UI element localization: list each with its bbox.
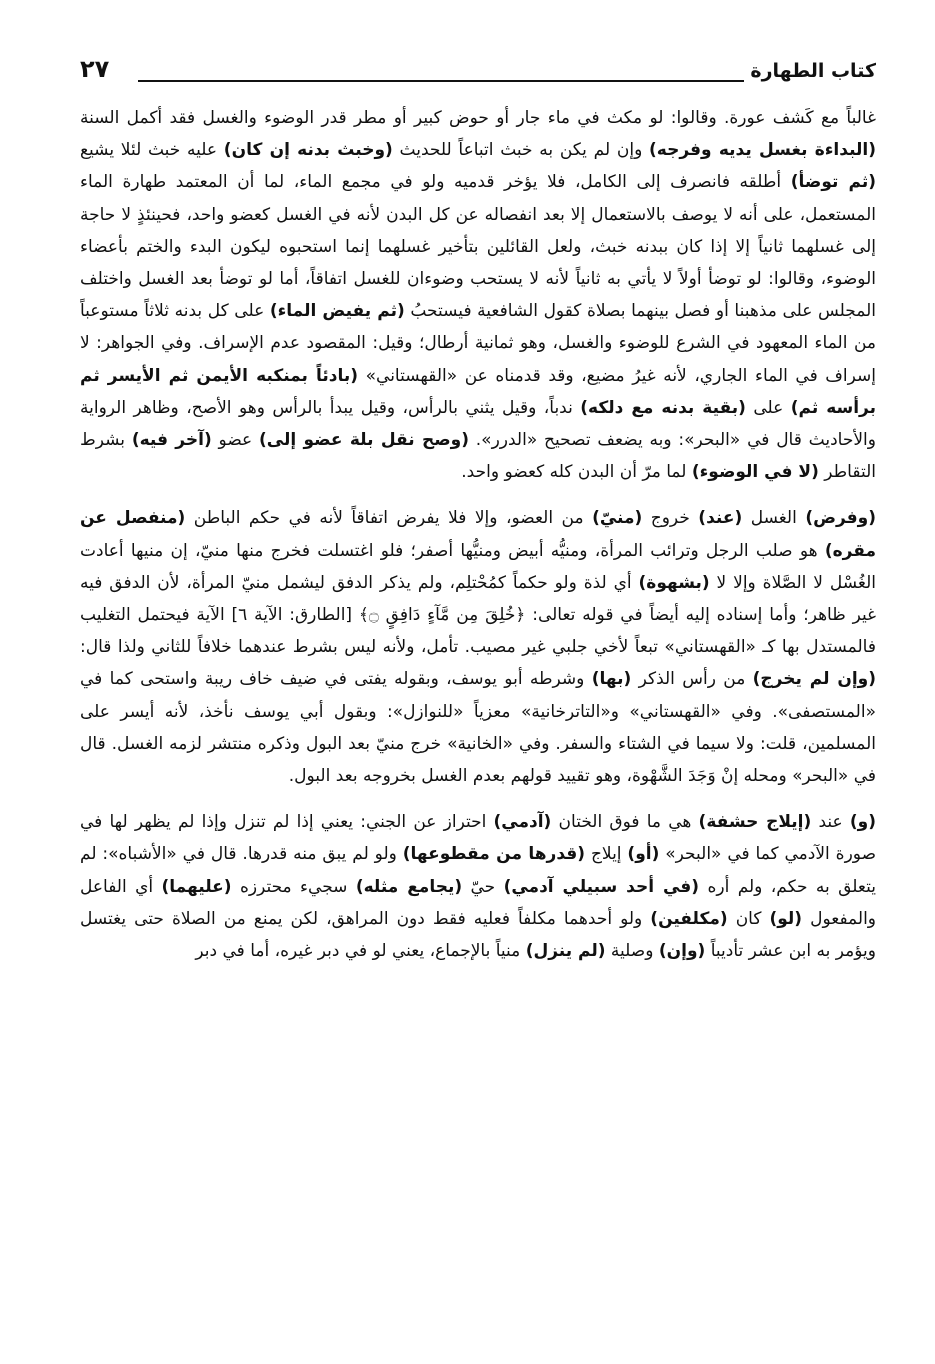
commentary-text: هو صلب الرجل وترائب المرأة، ومنيُّه أبيض ومنيُّها أصفر؛ فلو اغتسلت فخرج منها منيّ، إن منيها أعادت الغُسْل لا الصَّلاة وإلا لا [80, 540, 876, 593]
commentary-text: وصلية [605, 941, 659, 962]
commentary-text: على [745, 397, 791, 418]
matn-text: (عند) [698, 508, 743, 529]
commentary-text: أي لذة ولو حكماً كمُحْتلِم، ولم يذكر الدفق ليشمل منيّ المرأة، لأن الدفق فيه غير ظاهر؛ وأما إسناده إليه أيضاً في قوله تعالى: ﴿خُلِقَ مِن مَّآءٍ دَافِقٍ ۝﴾ [الطارق: الآية ٦] الآية فيحتمل التغليب فالمستدل بها كـ «القهستاني» تبعاً لأخي جلبي غير مصيب. تأمل، ولأنه ليس بشرط عندهما خلافاً للثاني ولذا قال: [80, 572, 876, 658]
matn-text: (و) [849, 812, 876, 833]
matn-text: (ثم توضأ) [790, 172, 876, 193]
commentary-text: من العضو، وإلا فلا يفرض اتفاقاً لأنه في حكم الباطن [185, 508, 593, 529]
matn-text: (وخبث بدنه إن كان) [223, 140, 393, 161]
matn-text: (مكلفين) [650, 908, 728, 929]
commentary-text: لما مرّ أن البدن كله كعضو واحد. [461, 462, 692, 483]
page-number: ٢٧ [80, 55, 110, 83]
matn-text: (آخر فيه) [131, 430, 212, 451]
commentary-text: إيلاج [585, 844, 628, 865]
matn-text: (ثم يفيض الماء) [269, 301, 405, 322]
matn-text: (بقية بدنه مع دلكه) [580, 397, 746, 418]
commentary-text: عضو [211, 430, 260, 451]
matn-text: (يجامع مثله) [355, 876, 463, 897]
matn-text: (آدمي) [493, 812, 552, 833]
matn-text: (لم ينزل) [525, 941, 606, 962]
body-text [80, 102, 876, 967]
matn-text: (منيّ) [592, 508, 643, 529]
commentary-text: هي ما فوق الختان [551, 812, 699, 833]
commentary-text: غالباً مع كَشف عورة. وقالوا: لو مكث في ماء جار أو حوض كبير أو مطر قدر الوضوء والغسل فقد أكمل السنة [80, 108, 876, 128]
matn-text: (أو) [627, 844, 660, 865]
commentary-text: عليه خبث لئلا يشيع [80, 140, 224, 161]
commentary-text: ولو لم يبق منه قدرها. قال في «الأشباه»: لم يتعلق به حكم، ولم أره [80, 844, 876, 897]
header-rule [138, 80, 744, 82]
matn-text: (وصح نقل بلة عضو إلى) [259, 430, 469, 451]
matn-text: (وإن) [658, 941, 706, 962]
matn-text: (في أحد سبيلي آدمي) [503, 876, 700, 897]
matn-text: (عليهما) [161, 876, 232, 897]
commentary-text: عند [811, 812, 850, 833]
running-title: كتاب الطهارة [750, 60, 876, 82]
matn-text: (قدرها من مقطوعها) [402, 844, 586, 865]
matn-text: (وإن لم يخرج) [752, 669, 876, 690]
commentary-text: بشرط التقاطر [80, 430, 876, 483]
commentary-text: حيّ [462, 876, 504, 897]
commentary-text: أي الفاعل والمفعول [80, 876, 876, 929]
page-header [80, 54, 876, 94]
paragraph [80, 806, 876, 967]
commentary-text: احتراز عن الجني: يعني إذا لم تنزل وإذا لم يظهر لها في صورة الآدمي كما في «البحر» [80, 812, 876, 865]
commentary-text: سجيء محترزه [231, 876, 356, 897]
commentary-text: ولو أحدهما مكلفاً فعليه فقط دون المراهق، لكن يمنع من الصلاة حتى يغتسل ويؤمر به ابن عشر تأديباً [80, 908, 876, 962]
matn-text: (منفصل عن مقره) [80, 508, 876, 561]
matn-text: (البداءة بغسل يديه وفرجه) [649, 140, 876, 161]
commentary-text: الغسل [742, 508, 806, 529]
commentary-text: من رأس الذكر [631, 669, 753, 690]
commentary-text: ندباً، وقيل يثني بالرأس، وقيل يبدأ بالرأس وهو الأصح، وظاهر الرواية والأحاديث قال في «البحر»: وبه يضعف تصحيح «الدرر». [80, 397, 876, 451]
book-page [80, 54, 876, 1344]
matn-text: (وفرض) [805, 508, 876, 529]
commentary-text: كان [727, 908, 770, 929]
matn-text: (إيلاج حشفة) [698, 812, 812, 833]
paragraph [80, 102, 876, 488]
matn-text: (بادئاً بمنكبه الأيمن ثم الأيسر ثم برأسه ثم) [80, 365, 876, 418]
commentary-text: وإن لم يكن به خبث اتباعاً للحديث [392, 140, 650, 161]
paragraph [80, 502, 876, 792]
commentary-text: وشرطه أبو يوسف، وبقوله يفتى في ضيف خاف ريبة واستحى كما في «المستصفى». وفي «القهستاني» و«التاترخانية» معزياً «للنوازل»: وبقول أبي يوسف نأخذ، لأنه أيسر على المسلمين، قلت: ولا سيما في الشتاء والسفر. وفي «الخانية» خرج منيّ بعد البول وذكره منتشر لزمه الغسل. قال في «البحر» ومحله إنْ وَجَدَ الشَّهْوة، وهو تقييد قولهم بعدم الغسل بخروجه بعد البول. [80, 669, 876, 787]
commentary-text: خروج [642, 508, 699, 529]
matn-text: (لا في الوضوء) [691, 462, 819, 483]
commentary-text: أطلقه فانصرف إلى الكامل، فلا يؤخر قدميه ولو في مجمع الماء، لما أن المعتمد طهارة الماء المستعمل، على أنه لا يوصف بالاستعمال إلا بعد انفصاله عن كل البدن لأنه في الغسل كعضو واحد، فحينئذٍ لا حاجة إلى غسلهما ثانياً إلا إذا كان ببدنه خبث، ولعل القائلين بتأخير غسلهما إنما استحبوه ليكون البدء والختم بأعضاء الوضوء، وقالوا: لو توضأ أولاً لا يأتي به ثانياً لأنه لا يستحب وضوءان للغسل اتفاقاً، أما لو توضأ بعد الغسل واختلف المجلس على مذهبنا أو فصل بينهما بصلاة كقول الشافعية فيستحبُ [80, 172, 876, 322]
commentary-text: منياً بالإجماع، يعني لو في دبر غيره، أما في دبر [195, 941, 526, 962]
matn-text: (بها) [591, 669, 632, 690]
commentary-text: على كل بدنه ثلاثاً مستوعباً من الماء المعهود في الشرع للوضوء والغسل، وهو ثمانية أرطال؛ وقيل: المقصود عدم الإسراف. وفي الجواهر: لا إسراف في الماء الجاري، لأنه غيرُ مضيع، وقد قدمناه عن «القهستاني» [80, 301, 876, 386]
matn-text: (لو) [769, 908, 803, 929]
matn-text: (بشهوة) [638, 572, 710, 593]
